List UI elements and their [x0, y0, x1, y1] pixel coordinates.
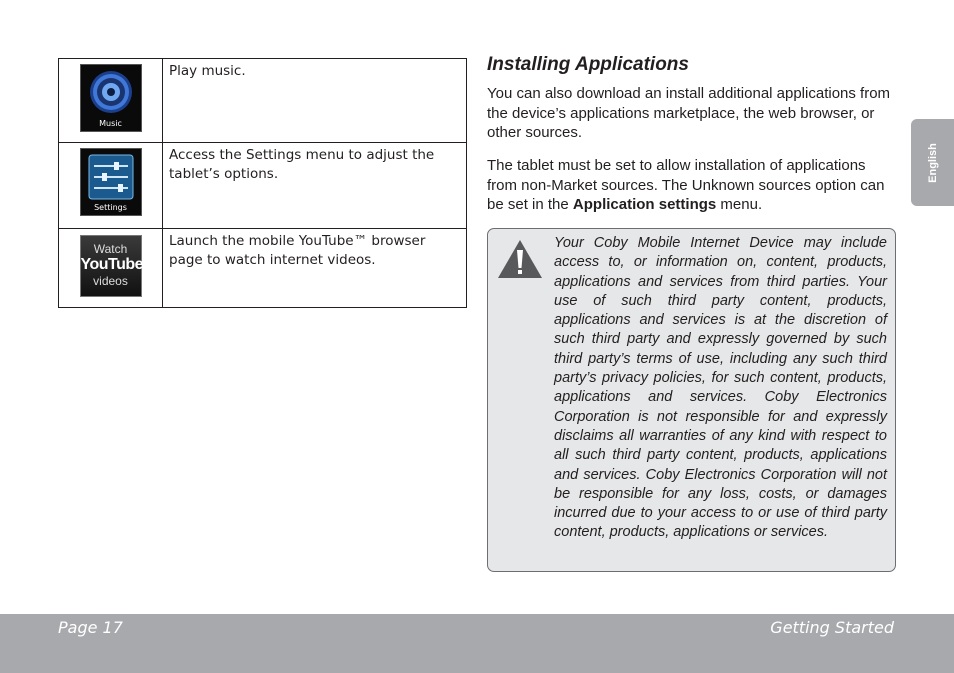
table-row — [59, 59, 467, 143]
icon-label: Settings — [94, 203, 127, 212]
settings-icon — [80, 148, 142, 216]
icon-text-logo: YouTube — [80, 256, 144, 273]
table-cell-description: Access the Settings menu to adjust the tablet’s options. — [163, 143, 467, 229]
app-table — [58, 58, 467, 308]
warning-icon — [497, 239, 543, 279]
paragraph-text: menu. — [716, 196, 763, 213]
footer-section-name: Getting Started — [770, 618, 894, 637]
warning-box — [487, 228, 896, 572]
table-row — [59, 229, 467, 308]
table-cell-description: Launch the mobile YouTube™ browser page to watch internet videos. — [163, 229, 467, 308]
language-tab — [911, 119, 954, 206]
icon-label: Music — [99, 119, 122, 128]
paragraph-intro: You can also download an install additional applications from the device’s applications marketplace, the web browser, or other sources. — [487, 85, 891, 141]
icon-text-watch: Watch — [93, 242, 128, 256]
section-title: Installing Applications — [487, 54, 689, 75]
youtube-icon — [80, 235, 142, 297]
paragraph-text: The tablet must be set to allow installation of applications from non-Market sources. The Unknown sources option can be set in the — [487, 157, 885, 213]
icon-cell — [59, 59, 163, 143]
icon-cell — [59, 229, 163, 308]
warning-text: Your Coby Mobile Internet Device may include access to, or information on, content, products, applications and services from third parties. Your use of such third party content, products, applications and services is at the discretion of such third party and expressly governed by such third party’s terms of use, including any such third party’s privacy policies, for such content, products, applications and services. Coby Electronics Corporation is not responsible for and expressly disclaims all warranties of any kind with respect to all such third party content, products, applications and services. Coby Electronics Corporation will not be responsible for any loss, costs, or damages incurred due to your access to or use of third party content, products, applications or services. — [554, 235, 887, 541]
application-settings-term: Application settings — [572, 196, 717, 213]
footer — [0, 614, 954, 673]
page-number: Page 17 — [58, 618, 123, 637]
music-icon — [80, 64, 142, 132]
language-tab-label: English — [926, 142, 939, 183]
paragraph-unknown-sources — [487, 156, 897, 215]
icon-text-videos: videos — [93, 274, 128, 288]
table-row — [59, 143, 467, 229]
table-cell-description: Play music. — [163, 59, 467, 143]
icon-cell — [59, 143, 163, 229]
